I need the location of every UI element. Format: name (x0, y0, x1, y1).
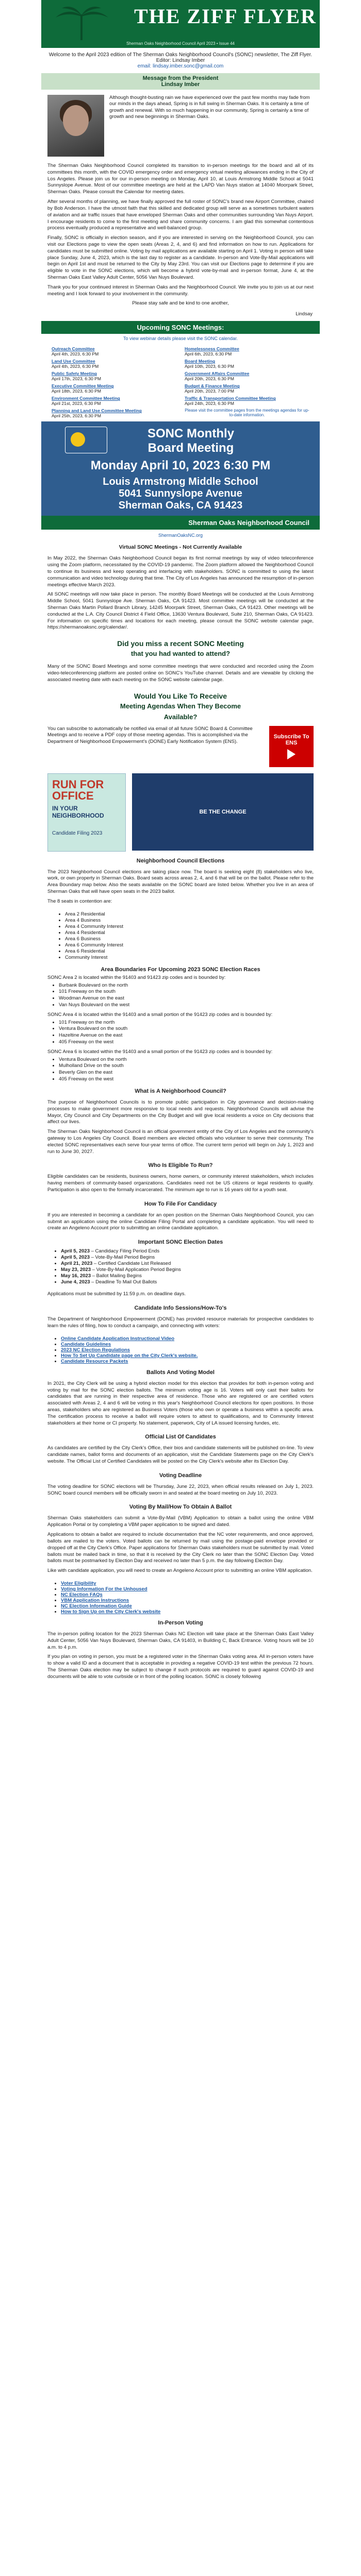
website-link-line (41, 530, 320, 541)
chair-message (41, 90, 320, 159)
palm-tree-icon (52, 4, 113, 40)
seat-item: • Area 4 Business (65, 918, 314, 923)
website-link[interactable]: ShermanOaksNC.org (158, 533, 203, 538)
apps-body (41, 1287, 320, 1302)
chair-p4: Finally, SONC is officially in election season, and if you are interested in serving on the Neighborhood Council, you can visit our Elections page to view the open seats (Areas 2, 4, and 6) and find information on how to run. Applications for candidates must be submitted online. Voting by mail applications are available starting on April 1. Voting in person will take place Sunday, June 4, 2023, which is the last day to register as a candidate. In-person and Vote-By-Mail applications will begin on April 1st and must be returned to the City by May 23rd. You can visit our Elections page to determine if you are eligible to vote in the SONC elections, which will become a hybrid vote-by-mail and in-person format, June 4, at the Sherman Oaks East Valley Adult Center, 5056 Van Nuys Boulevard. (47, 235, 314, 280)
subscribe-h2: Meeting Agendas When They Become (120, 702, 241, 710)
chair-body (41, 159, 320, 311)
chair-p5: Thank you for your continued interest in Sherman Oaks and the Neighborhood Council. We invite you to join us at our next meeting and I look forward to your involvement in the community. (47, 284, 314, 297)
chair-name: Lindsay Imber (161, 81, 200, 88)
intro (41, 48, 320, 73)
chair-p2: The Sherman Oaks Neighborhood Council completed its transition to in-person meetings for the board and all of its committees this month, with the COVID emergency order and emergency virtual meeting allowances ending in the City of Los Angeles. Please join us for our in-person meeting on Monday, April 10, at Louis Armstrong Middle School at 5041 Sunnyslope Avenue. Most of our committee meetings are held at the LAPD Van Nuys station at 14040 Moorpark Street, Sherman Oaks. Please consult the Calendar for meeting dates. (47, 163, 314, 195)
virtual-text: In May 2022, the Sherman Oaks Neighborhood Council began its first normal meetings by way of video teleconference using the Zoom platform, necessitated by the COVID-19 pandemic. The Zoom platform allowed the Neighborhood Council to continue its business and keep operating and interfacing with stakeholders. SONC is committed to using the latest communication and video technology during that time. The City of Los Angeles has announced the resumption of in-person meetings effective March 2023. (47, 555, 314, 588)
area2 (41, 974, 320, 1011)
apps-links (41, 1334, 320, 1366)
apps-text: Applications must be submitted by 11:59 p.m. on deadline days. (47, 1291, 186, 1297)
meeting-item[interactable]: Public Safety Meeting April 17th, 2023, 6:30 PM (52, 371, 101, 382)
board-meeting-banner (41, 421, 320, 530)
boundary-item: • Mulholland Drive on the south (59, 1063, 314, 1070)
banner-footer: Sherman Oaks Neighborhood Council (41, 516, 320, 530)
howto-heading: How To File For Candidacy (144, 1200, 217, 1207)
nc-elections-heading: Neighborhood Council Elections (136, 857, 225, 864)
play-icon (287, 749, 296, 759)
inperson-heading: In-Person Voting (158, 1619, 203, 1626)
date-item: • April 21, 2023 – Certified Candidate List Released (61, 1261, 314, 1266)
masthead (41, 0, 320, 40)
seat-item: • Area 4 Community Interest (65, 924, 314, 929)
editor-email-link[interactable]: email: lindsay.imber.sonc@gmail.com (137, 63, 224, 69)
seat-item: • Area 4 Residential (65, 930, 314, 936)
seat-item: • Area 6 Business (65, 936, 314, 942)
subscribe-section (41, 723, 320, 770)
boundary-item: • 405 Freeway on the west (59, 1039, 314, 1046)
howto-body (41, 1208, 320, 1236)
be-the-change-flyer[interactable]: BE THE CHANGE (132, 773, 314, 851)
purpose-text-2: The Sherman Oaks Neighborhood Council is an official government entity of the City of Los Angeles and the community's gateway to Los Angeles City Council. Board members are elected officials who volunteer to serve their community. The elected SONC representatives each serve four-year terms of office. The current term period will begin on July 1, 2023 and run to June 30, 2027. (47, 1129, 314, 1155)
purpose-body (41, 1095, 320, 1160)
apps-body-2 (41, 1312, 320, 1334)
date-item: • April 5, 2023 – Candidacy Filing Period Ends (61, 1248, 314, 1254)
chair-p1: Although thought-busting rain we have experienced over the past few months may fade from our minds in the days ahead, Spring is in full swing in Sherman Oaks. It is certainly a time of growth and renewal. With so much happening in our community, Spring is certainly a time of growth and new beginnings in Sherman Oaks. (109, 95, 310, 120)
date-item: • April 5, 2023 – Vote-By-Mail Period Begins (61, 1255, 314, 1260)
vbm-text-2: Applications to obtain a ballot are required to include documentation that the NC voter requirements, and once approved, ballots are mailed to the voters. Voted ballots can be returned by mail using the postage-paid envelope provided or dropped off at the City Clerk's Office. Paper applications for Sherman Oaks stakeholders must be submitted by mail. Voted ballots must be mailed back in time, so that it is received by the City Clerk no later than the SONC Election Day. Voted ballots must be postmarked by Election Day and received no later than 5 p.m. the day following Election Day. (47, 1532, 314, 1564)
boundary-item: • Hazeltine Avenue on the east (59, 1032, 314, 1039)
chair-message-title: Message from the President (142, 75, 219, 81)
seat-item: • Area 6 Residential (65, 948, 314, 954)
area6 (41, 1048, 320, 1085)
voter-links (41, 1579, 320, 1617)
boundary-item: • Beverly Glen on the east (59, 1070, 314, 1076)
candidates-list-heading: Official List Of Candidates (145, 1434, 216, 1440)
meeting-item[interactable]: Planning and Land Use Committee Meeting April 25th, 2023, 6:30 PM (52, 408, 142, 419)
ballots-heading: Ballots And Voting Model (146, 1369, 215, 1376)
purpose-heading: What is A Neighborhood Council? (135, 1088, 226, 1094)
voter-link[interactable]: • Voter Eligibility (61, 1581, 314, 1586)
run-poster[interactable]: RUN FOR OFFICE IN YOUR NEIGHBORHOOD Candidate Filing 2023 (47, 773, 126, 852)
chair-signoff: Lindsay (296, 311, 313, 317)
editor-label: Editor: Lindsay Imber (156, 58, 205, 63)
intro-text: Welcome to the April 2023 edition of The Sherman Oaks Neighborhood Council's (SONC) newsletter, The Ziff Flyer. (48, 52, 313, 58)
subscribe-ens-button[interactable]: Subscribe To ENS (269, 726, 314, 767)
nc-elections-body (41, 865, 320, 909)
boundary-item: • Woodman Avenue on the east (59, 995, 314, 1002)
deadline-body (41, 1480, 320, 1501)
deadline-heading: Voting Deadline (159, 1472, 202, 1479)
virtual-body (41, 551, 320, 635)
voter-link[interactable]: • VBM Application Instructions (61, 1598, 314, 1603)
nc-elections-text: The 2023 Neighborhood Council elections are taking place now. The board is seeking eight (8) stakeholders who live, work, or own property in Sherman Oaks. Board seats across areas 2, 4, and 6 that will be on the ballot. Please refer to the Area Boundary map below. Also the seats available on the SONC board are listed below. Whether you live in an area of Sherman Oaks that will have open seats in the 2023 ballot. (47, 869, 314, 895)
boundary-item: • 101 Freeway on the south (59, 989, 314, 995)
issue-line: Sherman Oaks Neighborhood Council April 2023 • Issue 44 (41, 40, 320, 48)
area6-intro: SONC Area 6 is located within the 91403 and a small portion of the 91423 zip codes and is bounded by: (47, 1048, 273, 1055)
eligible-heading: Who Is Eligible To Run? (148, 1162, 213, 1169)
deadline-text: The voting deadline for SONC elections will be Thursday, June 22, 2023, when official results released on July 1, 2023. SONC board council members will be officially sworn in and seated at the board meeting on July 10, 2023. (47, 1483, 314, 1496)
candidates-list-body (41, 1441, 320, 1469)
resource-link[interactable]: • 2023 NC Election Regulations (61, 1347, 314, 1353)
vbm-body (41, 1511, 320, 1579)
voter-link[interactable]: • NC Election FAQs (61, 1592, 314, 1598)
recording-q1: Did you miss a recent SONC Meeting (117, 639, 244, 648)
voter-link[interactable]: • How to Sign Up on the City Clerk's website (61, 1609, 314, 1615)
meeting-item[interactable]: Government Affairs Committee April 20th, 2023, 6:30 PM (185, 371, 250, 382)
dates-heading: Important SONC Election Dates (138, 1239, 223, 1246)
eligible-text: Eligible candidates can be residents, business owners, home owners, or community interest stakeholders, which includes having members of community-based organizations. Candidates need not be US citizens or legal residents to qualify. Participation is also open to the formally incarcerated. The minimum age to run is 16 years old for a youth seat. (47, 1174, 314, 1193)
subscribe-h3: Available? (163, 713, 198, 721)
candidates-list-text: As candidates are certified by the City Clerk's Office, their bios and candidate statements will be published on-line. To view candidate names, ballot forms and documents of an application, visit the Candidate Statements page on the City Clerk's website. The Official List of Certified Candidates will be posted on the City Clerk's website after its Election Day. (47, 1445, 314, 1464)
subscribe-text: You can subscribe to automatically be notified via email of all future SONC Board & Committee Meetings and to receive a PDF copy of those meeting agendas. This is accomplished via the Department of Neighborhood Empowerment's (DONE) Early Notification System (ENS). (47, 725, 253, 745)
meeting-item[interactable]: Traffic & Transportation Committee Meeting April 24th, 2023, 6:30 PM (185, 396, 276, 406)
ballots-body (41, 1377, 320, 1431)
date-item: • May 23, 2023 – Vote-By-Mail Application Period Begins (61, 1267, 314, 1273)
inperson-text-2: If you plan on voting in person, you must be a registered voter in the Sherman Oaks voting area. All in-person voters have to show a valid ID and a document that is acceptable in providing a negative COVID-19 test within the previous 72 hours. The Sherman Oaks election may be subject to change if such protocols are required to guard against COVID-19 and documents will be able to vote curbside or in front of the polling location. SONC is closely following (47, 1654, 314, 1680)
date-item: • June 4, 2023 – Deadline To Mail Out Ballots (61, 1279, 314, 1285)
meeting-item[interactable]: Homelessness Committee April 6th, 2023, 6:30 PM (185, 346, 239, 357)
meetings-heading: Upcoming SONC Meetings: (41, 321, 320, 334)
chair-message-heading (41, 73, 320, 90)
boundary-item: • Burbank Boulevard on the north (59, 982, 314, 989)
resource-link[interactable]: • How To Set Up Candidate page on the City Clerk's website. (61, 1353, 314, 1359)
boundary-item: • Ventura Boulevard on the north (59, 1057, 314, 1063)
apps-text-2: The Department of Neighborhood Empowerment (DONE) has provided resource materials for prospective candidates to learn the rules of filing, how to conduct a campaign, and connecting with voters: (47, 1316, 314, 1329)
resource-link[interactable]: • Online Candidate Application Instructional Video (61, 1336, 314, 1342)
area2-intro: SONC Area 2 is located within the 91403 and 91423 zip codes and is bounded by: (47, 974, 226, 980)
meetings-side-note: Please visit the committee pages from the meetings agendas for up-to-date information. (185, 408, 309, 418)
recording-text: Many of the SONC Board Meetings and some committee meetings that were conducted and recorded using the Zoom video-teleconferencing platform are posted online on SONC's YouTube channel. Details and are viewable by clicking the associated meeting date with each meeting on the SONC website calendar page. (47, 664, 314, 683)
seats-intro: The 8 seats in contention are: (47, 898, 112, 904)
meeting-item[interactable]: Environment Committee Meeting April 21st, 2023, 6:30 PM (52, 396, 120, 406)
meeting-item[interactable]: Budget & Finance Meeting April 20th, 2023, 7:00 PM (185, 383, 240, 394)
meeting-item[interactable]: Land Use Committee April 4th, 2023, 6:30 PM (52, 359, 99, 369)
banner-line-4: Louis Armstrong Middle School (103, 476, 258, 488)
area4-intro: SONC Area 4 is located within the 91403 and a small portion of the 91423 zip codes and is bounded by: (47, 1011, 273, 1018)
purpose-text: The purpose of Neighborhood Councils is to promote public participation in City governance and decision-making processes to make government more responsive to local needs and requests. Neighborhood Councils will advise the Mayor, City Council and City Departments on the City Budget and will give local residents a voice on City decisions that affect our lives. (47, 1099, 314, 1125)
meetings-list (41, 343, 320, 421)
area4 (41, 1011, 320, 1048)
date-item: • May 16, 2023 – Ballot Mailing Begins (61, 1273, 314, 1279)
eligible-body (41, 1170, 320, 1197)
recording-body (41, 659, 320, 687)
voter-link[interactable]: • Voting Information For the Unhoused (61, 1586, 314, 1592)
banner-line-3: Monday April 10, 2023 6:30 PM (90, 459, 271, 473)
meeting-item[interactable]: Outreach Committee April 4th, 2023, 6:30 PM (52, 346, 99, 357)
chair-p6: Please stay safe and be kind to one another, (132, 300, 229, 307)
seat-item: • Community Interest (65, 955, 314, 960)
virtual-text-2: All SONC meetings will now take place in person. The monthly Board Meetings will be conducted at the Louis Armstrong Middle School, 5041 Sunnyslope Ave. Sherman Oaks, CA 91423. Most committee meetings will be conducted at the Sherman Oaks Martin Pollard Branch Library, 14245 Moorpark Street, Sherman Oaks, CA 91423. Other meetings will be conducted at the L.A. City Council District 4 Field Office, 13630 Ventura Boulevard, Suite 210, Sherman Oaks, CA 91423. For information on specific times and locations for each meeting, please consult the SONC website calendar page, https://shermanoaksnc.org/calendar/. (47, 591, 314, 631)
resource-link[interactable]: • Candidate Resource Packets (61, 1359, 314, 1364)
chair-photo (47, 95, 104, 157)
inperson-body (41, 1627, 320, 1685)
recording-q2: that you had wanted to attend? (130, 650, 231, 658)
chair-p3: After several months of planning, we have finally approved the full roster of SONC's brand new Airport Committee, chaired by Bob Anderson. I have the utmost faith that this skilled and dedicated group will serve as a sometimes turbulent waters of aviation and air traffic issues that have enveloped Sherman Oaks and other communities surrounding Van Nuys Airport. I encourage residents to come to the first meeting and share community concerns. I am glad this somewhat contentious process eventually produced a representative and well-balanced group. (47, 199, 314, 231)
banner-line-6: Sherman Oaks, CA 91423 (118, 500, 243, 512)
voter-link[interactable]: • NC Election Information Guide (61, 1603, 314, 1609)
resource-link[interactable]: • Candidate Guidelines (61, 1342, 314, 1347)
boundary-item: • Ventura Boulevard on the south (59, 1026, 314, 1032)
newsletter (41, 0, 320, 1685)
seats-list (41, 909, 320, 963)
boundary-item: • 405 Freeway on the west (59, 1076, 314, 1083)
vbm-text: Sherman Oaks stakeholders can submit a Vote-By-Mail (VBM) Application to obtain a ballot using the online VBM Application Portal or by completing a VBM paper application to be signed and dated. (47, 1515, 314, 1528)
virtual-heading: Virtual SONC Meetings - Not Currently Available (119, 544, 242, 551)
banner-line-1: SONC Monthly (147, 427, 234, 441)
meetings-note[interactable]: To view webinar details please visit the SONC calendar. (123, 336, 238, 342)
meeting-item[interactable]: Board Meeting April 10th, 2023, 6:30 PM (185, 359, 234, 369)
ballots-text: In 2021, the City Clerk will be using a hybrid election model for this election that provides for both in-person voting and voting by mail for the SONC election ballots. The minimum voting age is 16. Voters will only cast their ballots for candidates that are running in their respective area of residence. Those who are registered or are certified voters associated with Areas 2, 4 and 6 will be voting in this year's Neighborhood Council elections for open positions. In those areas, stakeholders who are registered as Business Voters (those who own or operate a business within a specific area. The certification process to receive a ballot will require voters to attest to qualifications, and to Community Interest stakeholders at their home or CI property. No statement, paperwork, City of LA issued licensing fundes, etc. (47, 1380, 314, 1426)
sonc-logo-icon (65, 427, 107, 453)
dates-list (41, 1246, 320, 1287)
newsletter-title: THE ZIFF FLYER (134, 5, 317, 28)
boundaries-heading: Area Boundaries For Upcoming 2023 SONC Election Races (101, 966, 260, 973)
banner-line-2: Board Meeting (147, 441, 234, 455)
boundary-item: • Van Nuys Boulevard on the west (59, 1002, 314, 1009)
howto-text: If you are interested in becoming a candidate for an open position on the Sherman Oaks Neighborhood Council, you can submit an application using the online Candidate Filing Portal and completing a candidate application. You will need to create an Angeleno Account prior to submitting an online candidate application. (47, 1212, 314, 1231)
boundary-item: • 101 Freeway on the north (59, 1020, 314, 1026)
inperson-text: The in-person polling location for the 2023 Sherman Oaks NC Election will take place at the Sherman Oaks East Valley Adult Center, 5056 Van Nuys Boulevard, Sherman Oaks, CA 91403, in Building C, Back Entrance. Voting hours will be 10 a.m. to 4 p.m. (47, 1631, 314, 1650)
run-for-office-section (41, 770, 320, 855)
apps-heading: Candidate Info Sessions/How-To's (134, 1305, 227, 1312)
vbm-heading: Voting By Mail/How To Obtain A Ballot (129, 1504, 232, 1511)
vbm-text-3: Like with candidate application, you will need to create an Angeleno Account prior to submitting an online VBM application. (47, 1568, 313, 1574)
meeting-item[interactable]: Executive Committee Meeting April 18th, 2023, 6:30 PM (52, 383, 114, 394)
seat-item: • Area 2 Residential (65, 911, 314, 917)
banner-line-5: 5041 Sunnyslope Avenue (119, 488, 242, 500)
subscribe-h1: Would You Like To Receive (134, 691, 227, 700)
seat-item: • Area 6 Community Interest (65, 942, 314, 948)
